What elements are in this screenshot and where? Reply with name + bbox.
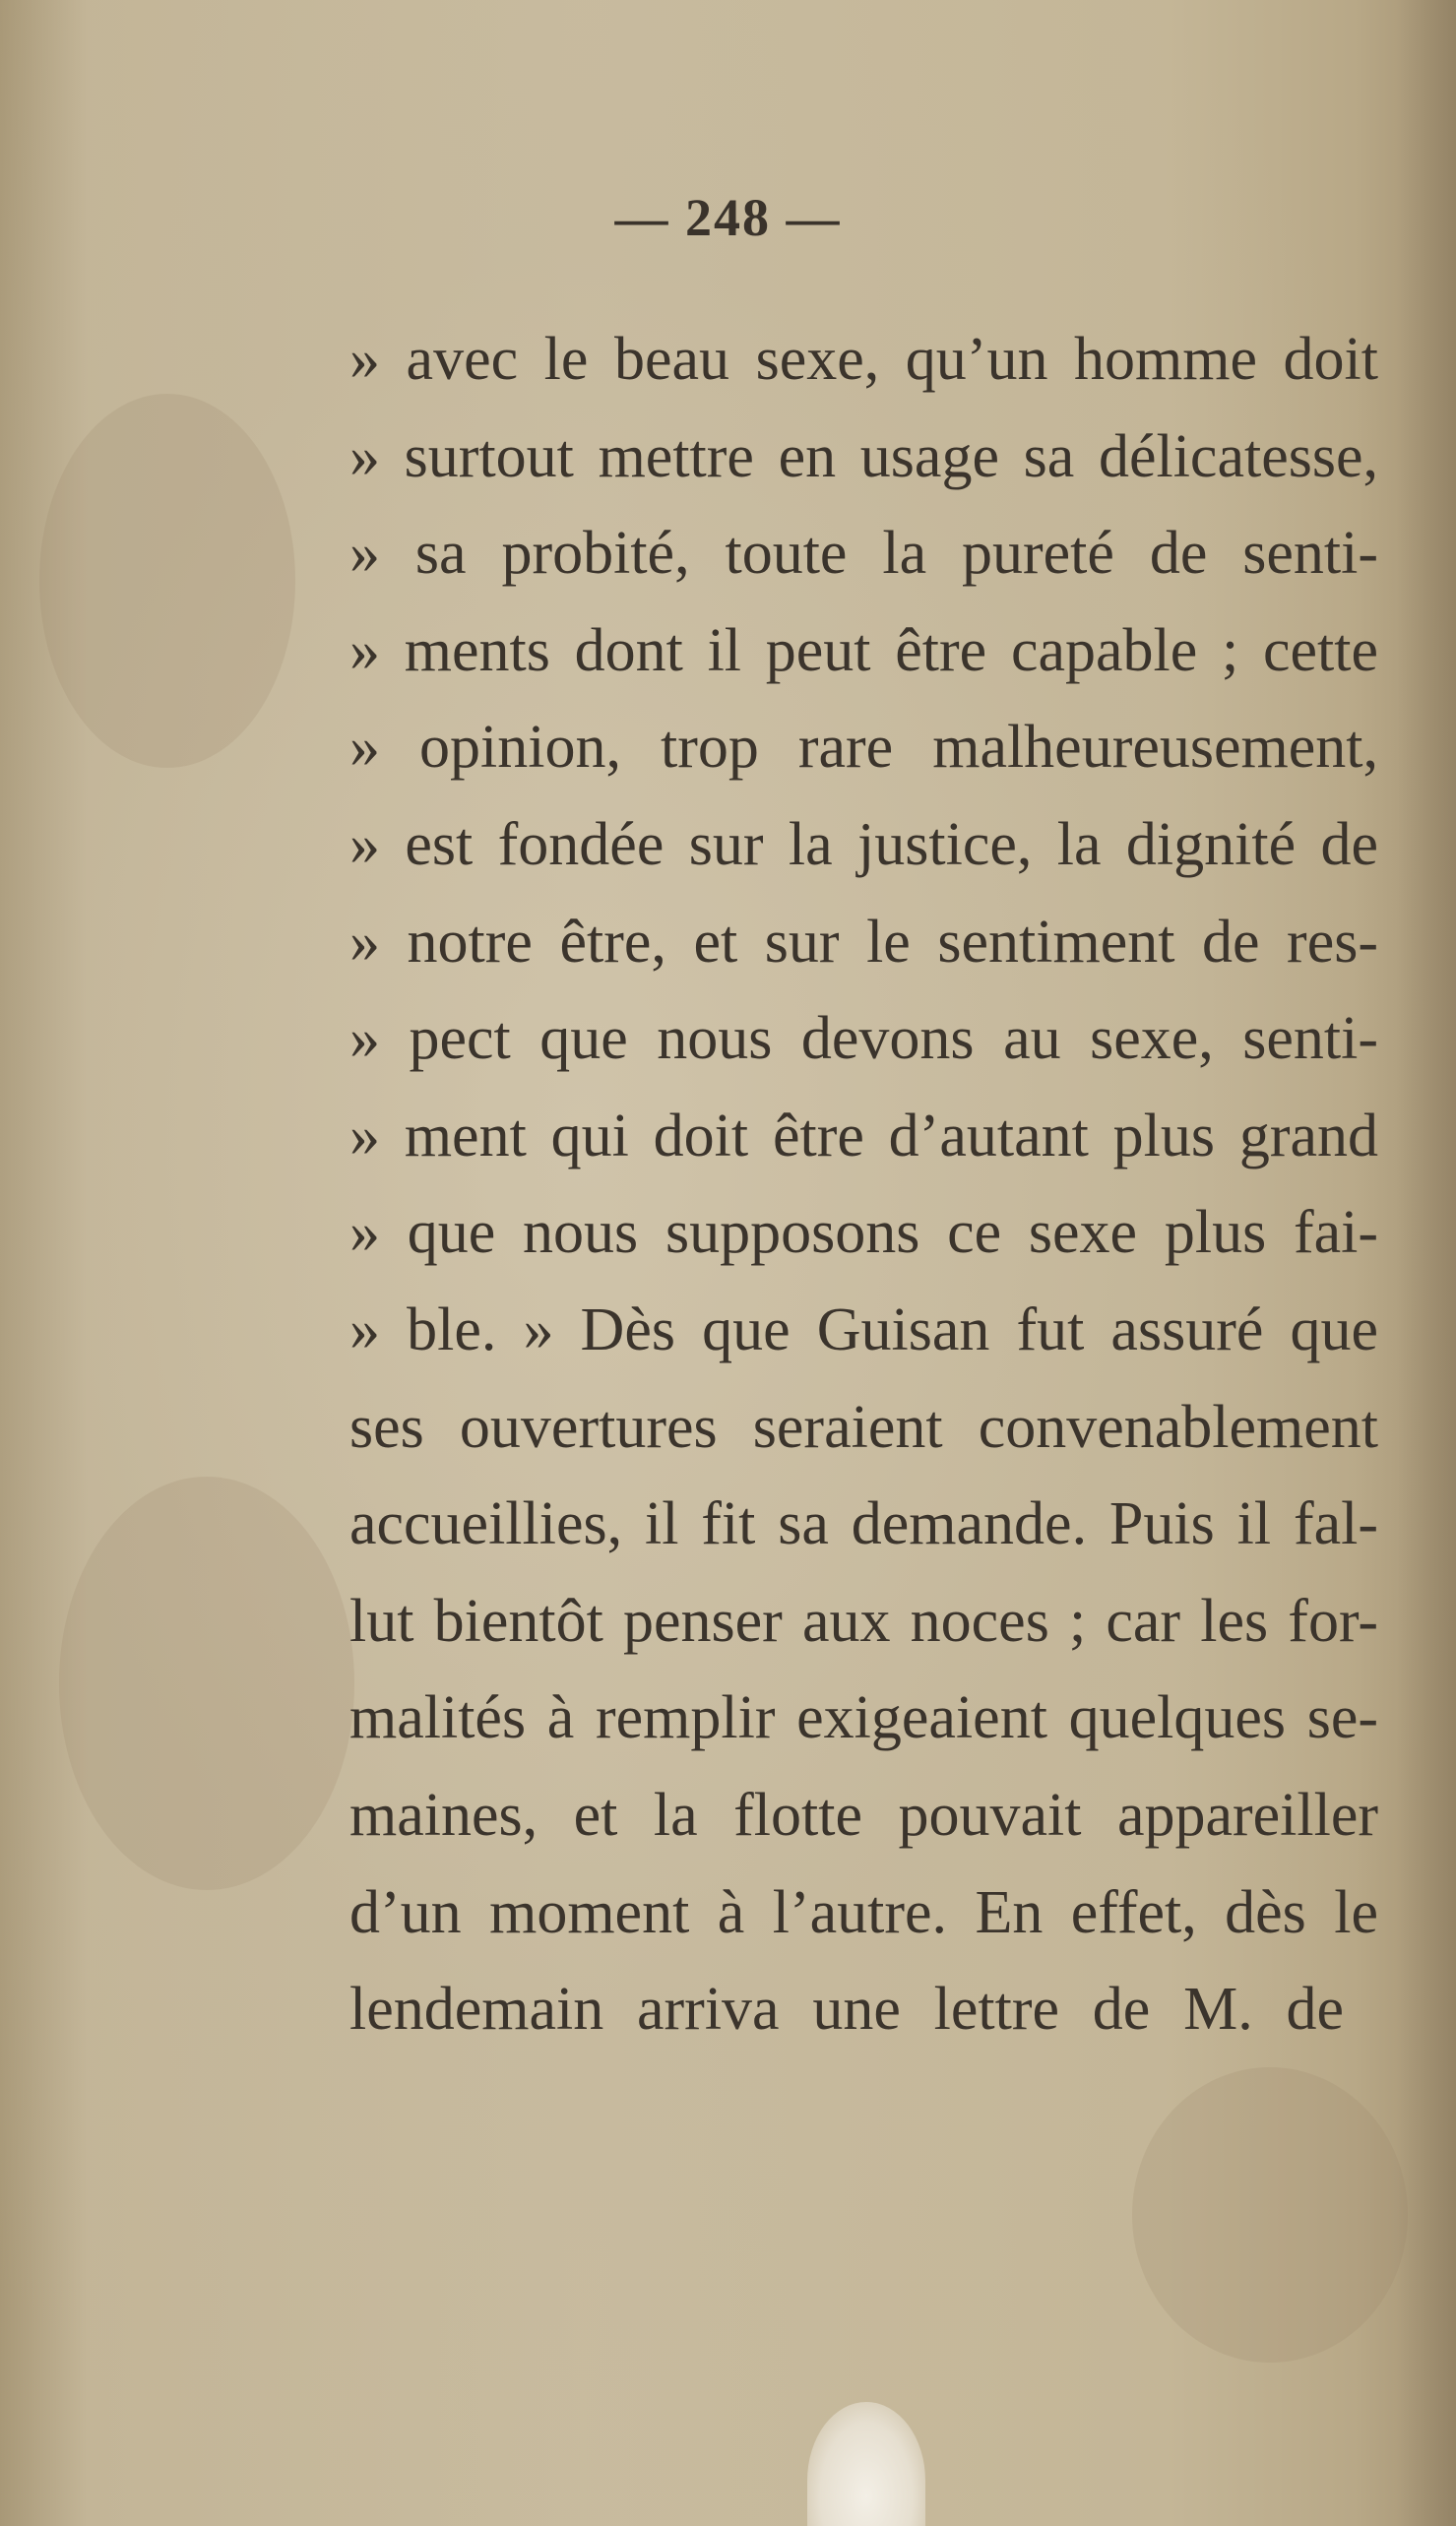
- text-line: » pect que nous devons au sexe, senti-: [349, 1005, 1378, 1073]
- paper-stain: [59, 1477, 354, 1890]
- text-line: » notre être, et sur le sentiment de res-: [349, 908, 1378, 976]
- text-line: » que nous supposons ce sexe plus fai-: [349, 1199, 1378, 1267]
- text-line: malités à remplir exigeaient quelques se-: [349, 1684, 1378, 1752]
- paper-stain: [1132, 2067, 1408, 2363]
- paper-damage-spot: [807, 2402, 925, 2526]
- paper-stain: [39, 394, 295, 768]
- text-line: maines, et la flotte pouvait appareiller: [349, 1781, 1378, 1849]
- text-line: » ble. » Dès que Guisan fut assuré que: [349, 1295, 1378, 1363]
- text-line: » ments dont il peut être capable ; cette: [349, 616, 1378, 684]
- text-line: lut bientôt penser aux noces ; car les for-: [349, 1587, 1378, 1655]
- text-line: » opinion, trop rare malheureusement,: [349, 714, 1378, 782]
- body-text: [349, 311, 1378, 2058]
- text-line: lendemain arriva une lettre de M. de: [349, 1976, 1344, 2044]
- text-line: » est fondée sur la justice, la dignité de: [349, 810, 1378, 878]
- text-line: » ment qui doit être d’autant plus grand: [349, 1102, 1378, 1169]
- text-line: » sa probité, toute la pureté de senti-: [349, 520, 1378, 588]
- page-number-header: — 248 —: [614, 188, 842, 247]
- text-line: d’un moment à l’autre. En effet, dès le: [349, 1878, 1378, 1946]
- text-line: ses ouvertures seraient convenablement: [349, 1393, 1378, 1461]
- text-line: » surtout mettre en usage sa délicatesse,: [349, 422, 1378, 490]
- text-line: » avec le beau sexe, qu’un homme doit: [349, 326, 1378, 393]
- text-line: accueillies, il fit sa demande. Puis il fal-: [349, 1490, 1378, 1558]
